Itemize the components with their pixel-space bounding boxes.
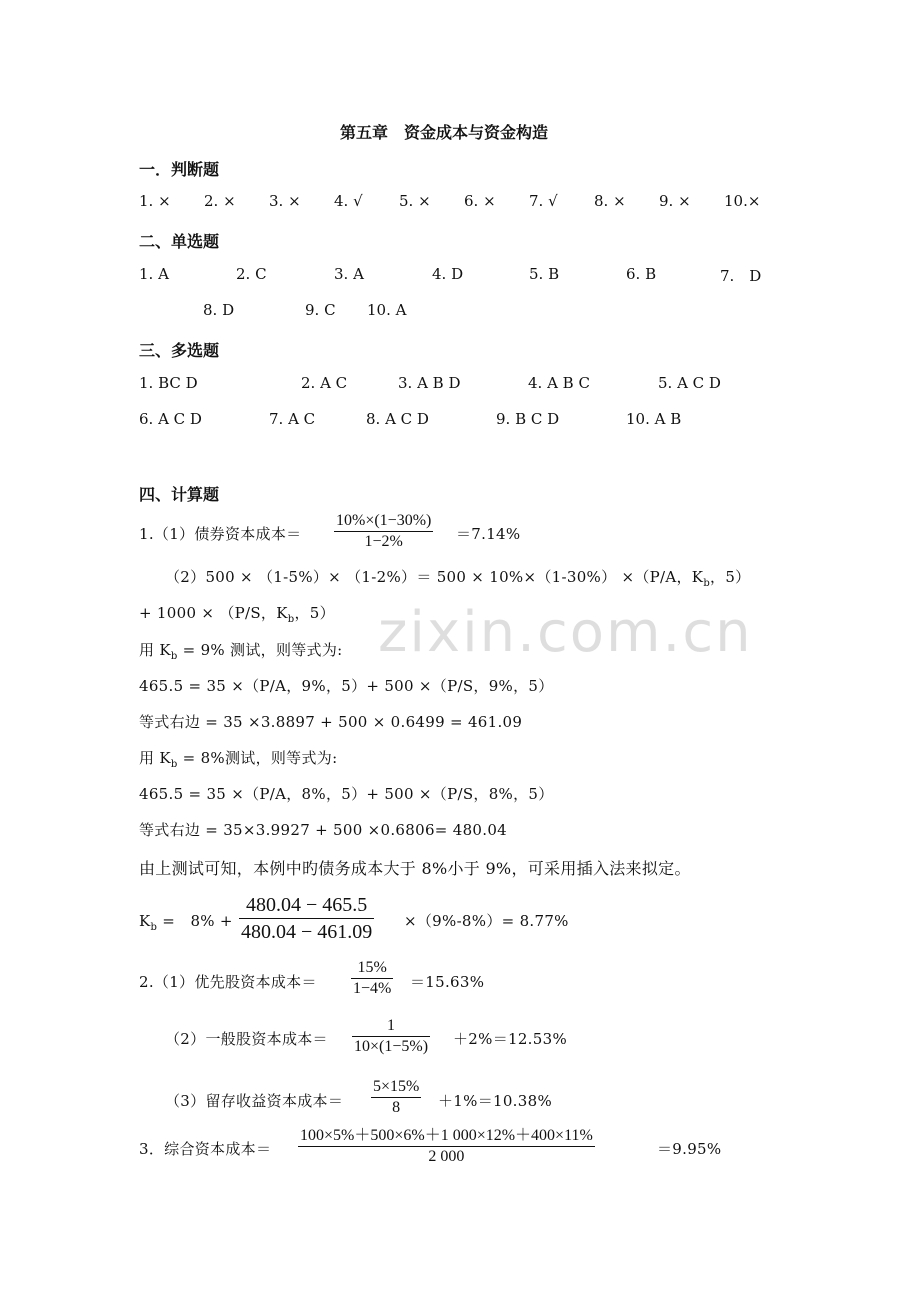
calc1-part2-line2-end: ，5） (294, 604, 335, 622)
calc2-part3-result: ＋1%＝10.38% (438, 1092, 552, 1110)
fraction-numerator: 480.04 − 465.5 (239, 892, 374, 919)
subscript-b: b (150, 922, 158, 933)
calc1-rhs-9: 等式右边 = 35 ×3.8897 + 500 × 0.6499 = 461.09 (139, 713, 523, 731)
test9-text-b: = 9% 测试，则等式为: (177, 641, 343, 659)
fraction-denominator: 8 (392, 1099, 401, 1116)
fraction-numerator: 100×5%＋500×6%＋1 000×12%＋400×11% (298, 1126, 595, 1147)
multi-answer: 6. A C D (139, 410, 202, 428)
fraction-numerator: 15% (351, 958, 393, 979)
calc3-result: ＝9.95% (657, 1140, 722, 1158)
page-title: 第五章 资金成本与资金构造 (340, 123, 549, 142)
fraction-denominator: 480.04 − 461.09 (241, 921, 373, 943)
single-answer: 3. A (334, 265, 364, 283)
judge-answer: 2. × (204, 192, 236, 210)
judge-answer: 10.× (724, 192, 761, 210)
judge-answer: 5. × (399, 192, 431, 210)
section-heading-single: 二、单选题 (139, 232, 220, 251)
subscript-b: b (170, 651, 178, 662)
single-answer: 6. B (626, 265, 657, 283)
kb-plus-text: = 8% + (157, 912, 233, 930)
watermark: zixin.com.cn (378, 600, 753, 665)
section-heading-multi: 三、多选题 (139, 341, 220, 360)
subscript-b: b (170, 759, 178, 770)
calc1-interpolation-fraction (239, 892, 374, 945)
multi-answer: 8. A C D (366, 410, 429, 428)
calc1-part2-line1 (165, 566, 750, 587)
multi-answer: 1. BC D (139, 374, 198, 392)
calc2-retained-fraction (371, 1077, 421, 1118)
calc1-part2-line2 (139, 602, 335, 623)
judge-answer: 1. × (139, 192, 171, 210)
test8-text-a: 用 K (139, 749, 171, 767)
calc1-equation-9: 465.5 = 35 ×（P/A，9%，5）+ 500 ×（P/S，9%，5） (139, 677, 554, 695)
calc3-weighted-fraction (298, 1126, 595, 1167)
calc1-equation-8: 465.5 = 35 ×（P/A，8%，5）+ 500 ×（P/S，8%，5） (139, 785, 554, 803)
calc2-preferred-fraction (351, 958, 393, 999)
calc1-part1-lead: 1.（1）债券资本成本＝ (139, 525, 302, 543)
multi-answer: 3. A B D (398, 374, 461, 392)
fraction-numerator: 1 (352, 1016, 430, 1037)
judge-answer: 3. × (269, 192, 301, 210)
judge-answer: 8. × (594, 192, 626, 210)
single-answer: 2. C (236, 265, 267, 283)
single-answer: 7. D (720, 267, 762, 285)
single-answer: 5. B (529, 265, 560, 283)
multi-answer: 9. B C D (496, 410, 560, 428)
judge-answer: 7. √ (529, 192, 558, 210)
calc1-bond-fraction (334, 511, 433, 552)
multi-answer: 5. A C D (658, 374, 721, 392)
single-answer: 8. D (203, 301, 235, 319)
fraction-numerator: 5×15% (371, 1077, 421, 1098)
calc1-rhs-8: 等式右边 = 35×3.9927 + 500 ×0.6806= 480.04 (139, 821, 508, 839)
calc2-part2-result: ＋2%＝12.53% (453, 1030, 567, 1048)
calc1-test9-line (139, 639, 343, 660)
test8-text-b: = 8%测试，则等式为: (177, 749, 338, 767)
calc2-part3-lead: （3）留存收益资本成本＝ (165, 1092, 344, 1110)
single-answer: 4. D (432, 265, 464, 283)
calc2-common-fraction (352, 1016, 430, 1057)
calc1-test8-line (139, 747, 337, 768)
calc1-kb-result: ×（9%-8%）= 8.77% (404, 912, 569, 930)
multi-answer: 10. A B (626, 410, 682, 428)
calc1-part2-line1-text: （2）500 × （1-5%）× （1-2%）＝ 500 × 10%×（1-30%） ×（P/A，K (165, 568, 704, 586)
calc1-kb-lead (139, 910, 233, 931)
multi-answer: 2. A C (301, 374, 348, 392)
fraction-denominator: 1−2% (364, 533, 403, 550)
calc2-part2-lead: （2）一般股资本成本＝ (165, 1030, 328, 1048)
multi-answer: 7. A C (269, 410, 316, 428)
single-answer: 10. A (367, 301, 407, 319)
subscript-b: b (703, 578, 711, 589)
fraction-numerator: 10%×(1−30%) (334, 511, 433, 532)
fraction-denominator: 10×(1−5%) (354, 1038, 429, 1055)
section-heading-judge: 一．判断题 (139, 160, 220, 179)
calc1-part2-line2-text: + 1000 × （P/S，K (139, 604, 288, 622)
judge-answer: 9. × (659, 192, 691, 210)
calc2-part1-lead: 2.（1）优先股资本成本＝ (139, 973, 317, 991)
kb-symbol: K (139, 912, 151, 930)
fraction-denominator: 2 000 (428, 1148, 465, 1165)
calc1-part2-line1-end: ，5） (710, 568, 751, 586)
test9-text-a: 用 K (139, 641, 171, 659)
judge-answer: 4. √ (334, 192, 363, 210)
calc2-part1-result: ＝15.63% (410, 973, 485, 991)
fraction-denominator: 1−4% (353, 980, 392, 997)
calc3-lead: 3．综合资本成本＝ (139, 1140, 272, 1158)
multi-answer: 4. A B C (528, 374, 590, 392)
judge-answer: 6. × (464, 192, 496, 210)
calc1-part1-result: ＝7.14% (456, 525, 521, 543)
section-heading-calc: 四、计算题 (139, 485, 220, 504)
subscript-b: b (287, 614, 295, 625)
single-answer: 9. C (305, 301, 336, 319)
single-answer: 1. A (139, 265, 169, 283)
calc1-conclusion: 由上测试可知，本例中旳债务成本大于 8%小于 9%，可采用插入法来拟定。 (139, 859, 691, 878)
